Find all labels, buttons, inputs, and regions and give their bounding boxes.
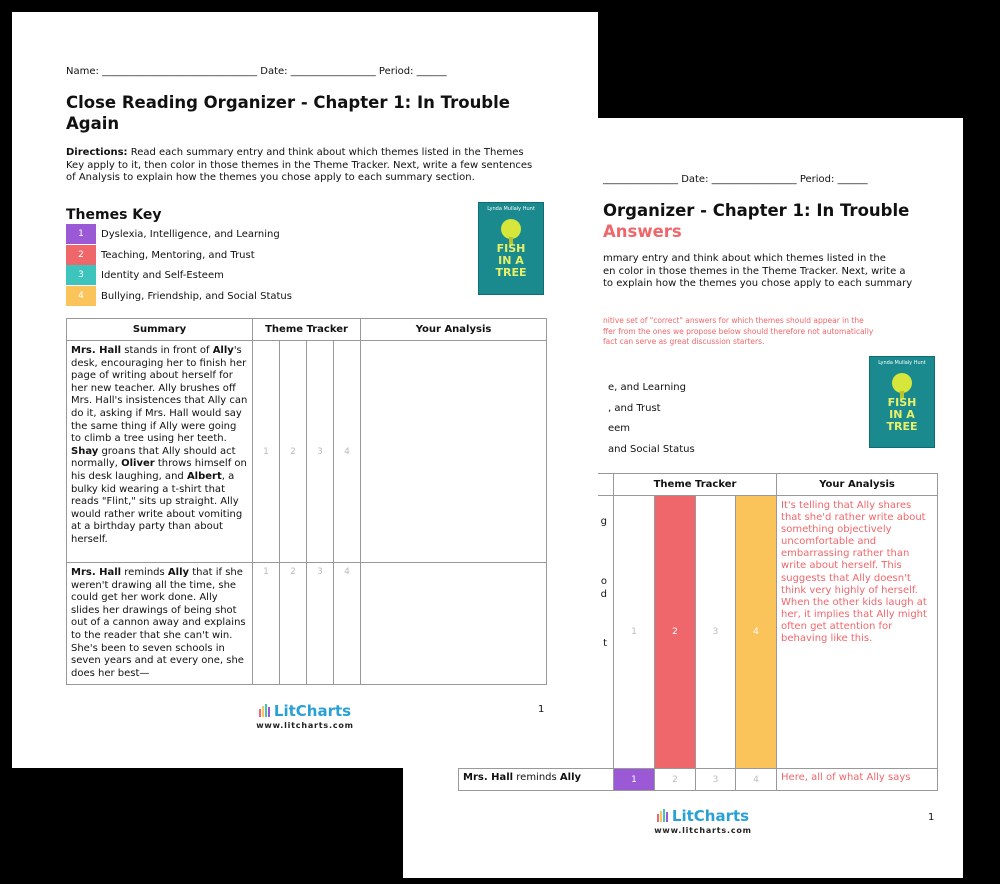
theme-key-item [66,265,224,285]
book-cover-image [478,202,544,295]
summary-text: , a bulky kid wearing a t-shirt that reads "Flint," sits up straight. Ally would rather write about vomiting at a birthday party than about herself. [71,470,243,545]
theme-number-badge: 3 [66,265,96,285]
book-cover-image [869,356,935,448]
table-row [67,563,547,685]
directions-line: mmary entry and think about which themes listed in the [603,253,886,264]
logo-url: www.litcharts.com [654,826,752,835]
theme-tracker-cell[interactable]: 2 [655,769,696,791]
summary-text: reminds [121,567,168,578]
period-label: Period: [378,66,414,77]
cover-title-line: IN A [498,254,524,267]
analysis-column-header: Your Analysis [361,319,547,341]
theme-tracker-cell[interactable]: 1 [253,563,280,685]
table-header-row [67,319,547,341]
logo-wordmark [628,806,778,826]
directions-line: en color in those themes in the Theme Tracker. Next, write a [603,265,906,277]
theme-tracker-cell[interactable]: 4 [736,496,777,769]
cover-title [870,397,934,433]
theme-number-badge: 1 [66,224,96,244]
character-name: Ally [167,567,190,578]
theme-label: eem [608,423,631,434]
theme-tracker-cell[interactable]: 1 [614,496,655,769]
theme-label: and Social Status [608,444,695,455]
logo-name: LitCharts [671,807,750,825]
analysis-input-cell[interactable] [361,341,547,563]
period-blank: ______ [837,174,868,185]
theme-label: e, and Learning [608,382,686,393]
theme-tracker-cell[interactable]: 3 [696,769,736,791]
note-line: ffer from the ones we propose below should therefore not automatically [603,326,874,336]
note-line: nitive set of "correct" answers for which themes should appear in the [603,316,864,325]
theme-label: Identity and Self-Esteem [101,269,224,281]
note-line: fact can serve as great discussion starters. [603,337,765,346]
theme-tracker-cell[interactable]: 4 [334,341,361,563]
character-name: Ally [212,345,234,356]
summary-text: groans that Ally should act normally, [71,445,236,470]
summary-fragment: t [603,638,607,649]
worksheet-header [66,66,447,77]
litcharts-logo[interactable] [628,806,778,835]
character-name: Shay [71,445,99,457]
name-label: Name: [66,66,99,77]
theme-tracker-cell[interactable]: 2 [280,341,307,563]
theme-tracker-table [66,318,547,685]
logo-bars-icon [657,807,669,826]
cover-author: Lynda Mullaly Hunt [487,206,535,212]
summary-text: that if she weren't drawing all the time, she could get her work done. Ally slides her drawings of being shot out of a cannon away and explains to the reader that she can't win. She's been to seven schools in seven years and at every one, she does her best— [71,567,246,679]
directions [66,147,544,185]
page-number: 1 [538,704,545,715]
summary-cell [459,769,614,791]
worksheet-header [603,174,868,185]
theme-label: Dyslexia, Intelligence, and Learning [101,228,280,240]
summary-text: throws himself on his desk laughing, and [71,458,247,482]
character-name: Mrs. Hall [71,567,122,578]
character-name: Ally [559,772,582,783]
summary-text: reminds [513,772,560,783]
summary-cell [67,341,253,563]
summary-cell [67,563,253,685]
theme-label: Teaching, Mentoring, and Trust [101,249,255,261]
logo-bars-icon [259,702,271,721]
theme-number-badge: 2 [66,245,96,265]
logo-wordmark [230,701,380,721]
theme-number-badge: 4 [66,286,96,306]
summary-text: stands in front of [121,345,213,356]
logo-name: LitCharts [273,702,352,720]
theme-tracker-cell[interactable]: 4 [736,769,777,791]
period-blank: ______ [416,66,447,77]
page-title [66,92,566,134]
cover-tree [892,373,912,393]
theme-tracker-cell[interactable]: 3 [696,496,736,769]
logo-url: www.litcharts.com [256,721,354,730]
cover-title-line: FISH [887,396,917,409]
cover-title-line: IN A [889,408,915,421]
theme-label: Bullying, Friendship, and Social Status [101,290,292,302]
page-title [603,200,909,242]
cover-author: Lynda Mullaly Hunt [878,360,926,366]
student-worksheet-page [12,12,598,768]
theme-key-item [66,224,280,244]
theme-tracker-cell[interactable]: 3 [307,341,334,563]
theme-label: , and Trust [608,403,661,414]
table-row [459,769,938,791]
name-blank: _______________________________ [102,66,258,77]
themes-key-title: Themes Key [66,207,162,223]
theme-tracker-column-header: Theme Tracker [614,474,777,496]
cover-title-line: TREE [495,266,527,279]
analysis-cell: It's telling that Ally shares that she'd rather write about something objectively uncomfortable and embarrassing rather than write about herself. This suggests that Ally doesn't think very highly of herself. When the other kids laugh at her, it implies that Ally might often get attention for behaving like this. [777,496,938,769]
directions-line: to explain how the themes you chose apply to each summary [603,278,913,289]
analysis-input-cell[interactable] [361,563,547,685]
summary-fragment: o [600,576,607,587]
character-name: Albert [186,470,222,482]
summary-column-header: Summary [67,319,253,341]
character-name: Oliver [121,458,155,470]
date-label: Date: [260,66,288,77]
theme-tracker-cell[interactable]: 1 [253,341,280,563]
cover-title [479,243,543,279]
theme-key-item [66,245,255,265]
theme-tracker-column-header: Theme Tracker [253,319,361,341]
summary-fragment: g [600,516,607,527]
cover-title-line: TREE [886,420,918,433]
theme-tracker-cell[interactable]: 3 [307,563,334,685]
date-blank: _________________ [290,66,376,77]
theme-key-item [66,286,292,306]
analysis-column-header: Your Analysis [777,474,938,496]
name-blank: _______________ [603,174,678,185]
directions-text: Read each summary entry and think about which themes listed in the Themes Key apply to it, then color in those themes in the Theme Tracker. Next, write a few sentences of Analysis to explain how the themes you chose apply to each summary section. [66,147,533,183]
character-name: Mrs. Hall [463,772,514,783]
title-line: Again [66,114,120,133]
title-line: Close Reading Organizer - Chapter 1: In Trouble [66,93,510,112]
character-name: Mrs. Hall [71,345,122,356]
summary-text: 's desk, encouraging her to finish her page of writing about herself for her new teacher. Ally brushes off Mrs. Hall's insistences that Ally can do it, asking if Mrs. Hall would say the same thing if Ally were going to climb a tree using her teeth. [71,345,248,445]
date-blank: _________________ [711,174,797,185]
answer-key-note [603,316,963,348]
table-row [67,341,547,563]
cover-tree [501,219,521,239]
answers-subtitle: Answers [603,222,682,241]
litcharts-logo[interactable] [230,701,380,730]
theme-tracker-cell[interactable]: 4 [334,563,361,685]
cover-title-line: FISH [496,242,526,255]
page-number: 1 [928,812,935,823]
theme-tracker-cell[interactable]: 2 [655,496,696,769]
summary-fragment: d [600,589,607,600]
theme-tracker-cell[interactable]: 2 [280,563,307,685]
directions-label: Directions: [66,147,128,158]
date-label: Date: [681,174,709,185]
analysis-cell: Here, all of what Ally says [777,769,938,791]
theme-tracker-cell[interactable]: 1 [614,769,655,791]
title-line: Organizer - Chapter 1: In Trouble [603,201,910,220]
period-label: Period: [799,174,835,185]
directions [603,253,963,291]
